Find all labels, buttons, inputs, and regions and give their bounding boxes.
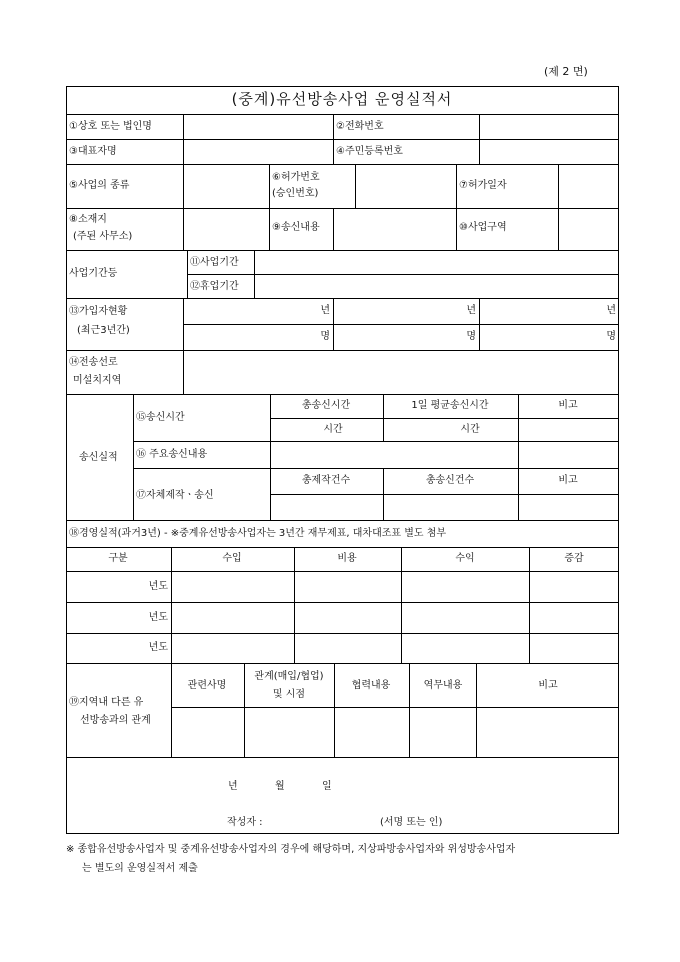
- label-permit-no: ⑥허가번호: [272, 172, 320, 183]
- year-row-3: 년도: [148, 642, 168, 653]
- h-line-14: [270, 494, 619, 495]
- footnote-line-1: ※ 종합유선방송사업자 및 중계유선방송사업자의 경우에 해당하며, 지상파방송사업자와 위성방송사업자: [66, 844, 516, 855]
- date-day: 일: [322, 781, 332, 792]
- v-line-d2: [254, 250, 255, 298]
- v-line-h2: [244, 663, 245, 757]
- h-line-12: [133, 441, 619, 442]
- header-category: 구분: [108, 553, 128, 564]
- year-row-2: 년도: [148, 612, 168, 623]
- label-transmission: ⑨송신내용: [272, 222, 320, 233]
- date-year: 년: [228, 781, 238, 792]
- label-uninstalled: ⑭전송선로: [69, 357, 118, 368]
- label-self-produced: ⑰자체제작ㆍ송신: [136, 490, 214, 501]
- header-remarks-2: 비고: [558, 475, 578, 486]
- h-line-3: [66, 164, 619, 165]
- header-remarks-1: 비고: [558, 400, 578, 411]
- v-line-f1: [133, 394, 134, 520]
- v-line-f3: [383, 394, 384, 441]
- label-relation: ⑲지역내 다른 유: [69, 697, 144, 708]
- unit-year-1: 년: [320, 305, 330, 316]
- v-line-a2: [333, 114, 334, 164]
- header-total-produced: 총제작건수: [301, 475, 351, 486]
- v-line-e2: [333, 298, 334, 350]
- header-related-company: 관련사명: [187, 680, 227, 691]
- header-cost: 비용: [337, 553, 357, 564]
- h-line-15: [66, 520, 619, 521]
- unit-people-3: 명: [606, 331, 616, 342]
- year-row-1: 년도: [148, 581, 168, 592]
- unit-hours-1: 시간: [323, 424, 343, 435]
- footnote-line-2: 는 별도의 운영실적서 제출: [82, 863, 198, 874]
- v-line-b4: [558, 164, 559, 250]
- label-business-type: ⑤사업의 종류: [69, 180, 130, 191]
- h-line-6: [187, 274, 619, 275]
- label-management-results: ⑱경영실적(과거3년) - ※중계유선방송사업자는 3년간 재무제표, 대차대조표 별도 첨부: [69, 528, 447, 539]
- h-line-2: [66, 139, 619, 140]
- label-permit-date: ⑦허가일자: [459, 180, 507, 191]
- v-line-g1: [171, 547, 172, 663]
- h-line-17: [66, 571, 619, 572]
- label-company-name: ①상호 또는 법인명: [69, 121, 152, 132]
- v-line-h5: [476, 663, 477, 757]
- v-line-f5: [383, 468, 384, 520]
- header-cooperation: 협력내용: [351, 680, 391, 691]
- h-line-22: [66, 757, 619, 758]
- label-business-period: 사업기간등: [69, 268, 118, 279]
- v-line-g4: [529, 547, 530, 663]
- label-resident-no: ④주민등록번호: [336, 146, 403, 157]
- h-line-4: [66, 208, 619, 209]
- v-line-b1: [269, 164, 270, 250]
- label-representative: ③대표자명: [69, 146, 117, 157]
- label-operation-period: ⑪사업기간: [190, 257, 239, 268]
- h-line-1: [66, 114, 619, 115]
- header-role: 역무내용: [423, 680, 463, 691]
- header-relation-type-sub: 및 시점: [272, 689, 306, 700]
- h-line-10: [66, 394, 619, 395]
- unit-year-3: 년: [606, 305, 616, 316]
- label-relation-sub: 선방송과의 관계: [80, 715, 151, 726]
- h-line-8: [183, 324, 619, 325]
- v-line-c2: [333, 208, 334, 250]
- unit-hours-2: 시간: [460, 424, 480, 435]
- header-total-time: 총송신시간: [301, 400, 351, 411]
- header-remarks-3: 비고: [538, 680, 558, 691]
- v-line-a1: [183, 114, 184, 208]
- h-line-21: [171, 707, 619, 708]
- label-broadcast-results: 송신실적: [79, 452, 118, 463]
- signature-label: (서명 또는 인): [380, 817, 443, 828]
- v-line-g3: [401, 547, 402, 663]
- v-line-g2: [294, 547, 295, 663]
- v-line-b3: [456, 164, 457, 250]
- h-line-19: [66, 633, 619, 634]
- author-label: 작성자 :: [227, 817, 263, 828]
- page-number: (제 2 면): [544, 65, 588, 78]
- label-permit-no-sub: (승인번호): [272, 188, 319, 199]
- v-line-h3: [334, 663, 335, 757]
- unit-year-2: 년: [466, 305, 476, 316]
- label-subscribers-sub: (최근3년간): [77, 325, 130, 336]
- v-line-h4: [409, 663, 410, 757]
- form-title: (중계)유선방송사업 운영실적서: [231, 90, 453, 108]
- label-phone: ②전화번호: [336, 121, 384, 132]
- label-uninstalled-sub: 미설치지역: [73, 375, 122, 386]
- unit-people-2: 명: [466, 331, 476, 342]
- v-line-e3: [479, 298, 480, 350]
- v-line-d1: [187, 250, 188, 298]
- unit-people-1: 명: [320, 331, 330, 342]
- h-line-9: [66, 350, 619, 351]
- h-line-7: [66, 298, 619, 299]
- header-revenue: 수입: [222, 553, 242, 564]
- v-line-c1: [183, 208, 184, 250]
- v-line-f4: [518, 394, 519, 520]
- header-relation-type: 관계(매입/협업): [254, 671, 324, 682]
- h-line-5: [66, 250, 619, 251]
- header-avg-time: 1일 평균송신시간: [411, 400, 489, 411]
- v-line-f2: [270, 394, 271, 520]
- h-line-18: [66, 602, 619, 603]
- header-total-sent: 총송신건수: [425, 475, 475, 486]
- label-main-content: ⑯ 주요송신내용: [136, 449, 208, 460]
- label-location-sub: (주된 사무소): [73, 231, 133, 242]
- h-line-13: [133, 468, 619, 469]
- v-line-a3: [479, 114, 480, 164]
- header-change: 증감: [564, 553, 584, 564]
- v-line-h1: [171, 663, 172, 757]
- v-line-e1: [183, 298, 184, 394]
- label-business-area: ⑩사업구역: [459, 222, 507, 233]
- label-location: ⑧소재지: [69, 214, 107, 225]
- date-month: 월: [275, 781, 285, 792]
- h-line-16: [66, 547, 619, 548]
- h-line-11: [270, 418, 619, 419]
- h-line-20: [66, 663, 619, 664]
- label-subscribers: ⑬가입자현황: [69, 306, 128, 317]
- header-profit: 수익: [455, 553, 475, 564]
- v-line-b2: [355, 164, 356, 208]
- label-broadcast-time: ⑮송신시간: [136, 412, 185, 423]
- label-suspension-period: ⑫휴업기간: [190, 281, 239, 292]
